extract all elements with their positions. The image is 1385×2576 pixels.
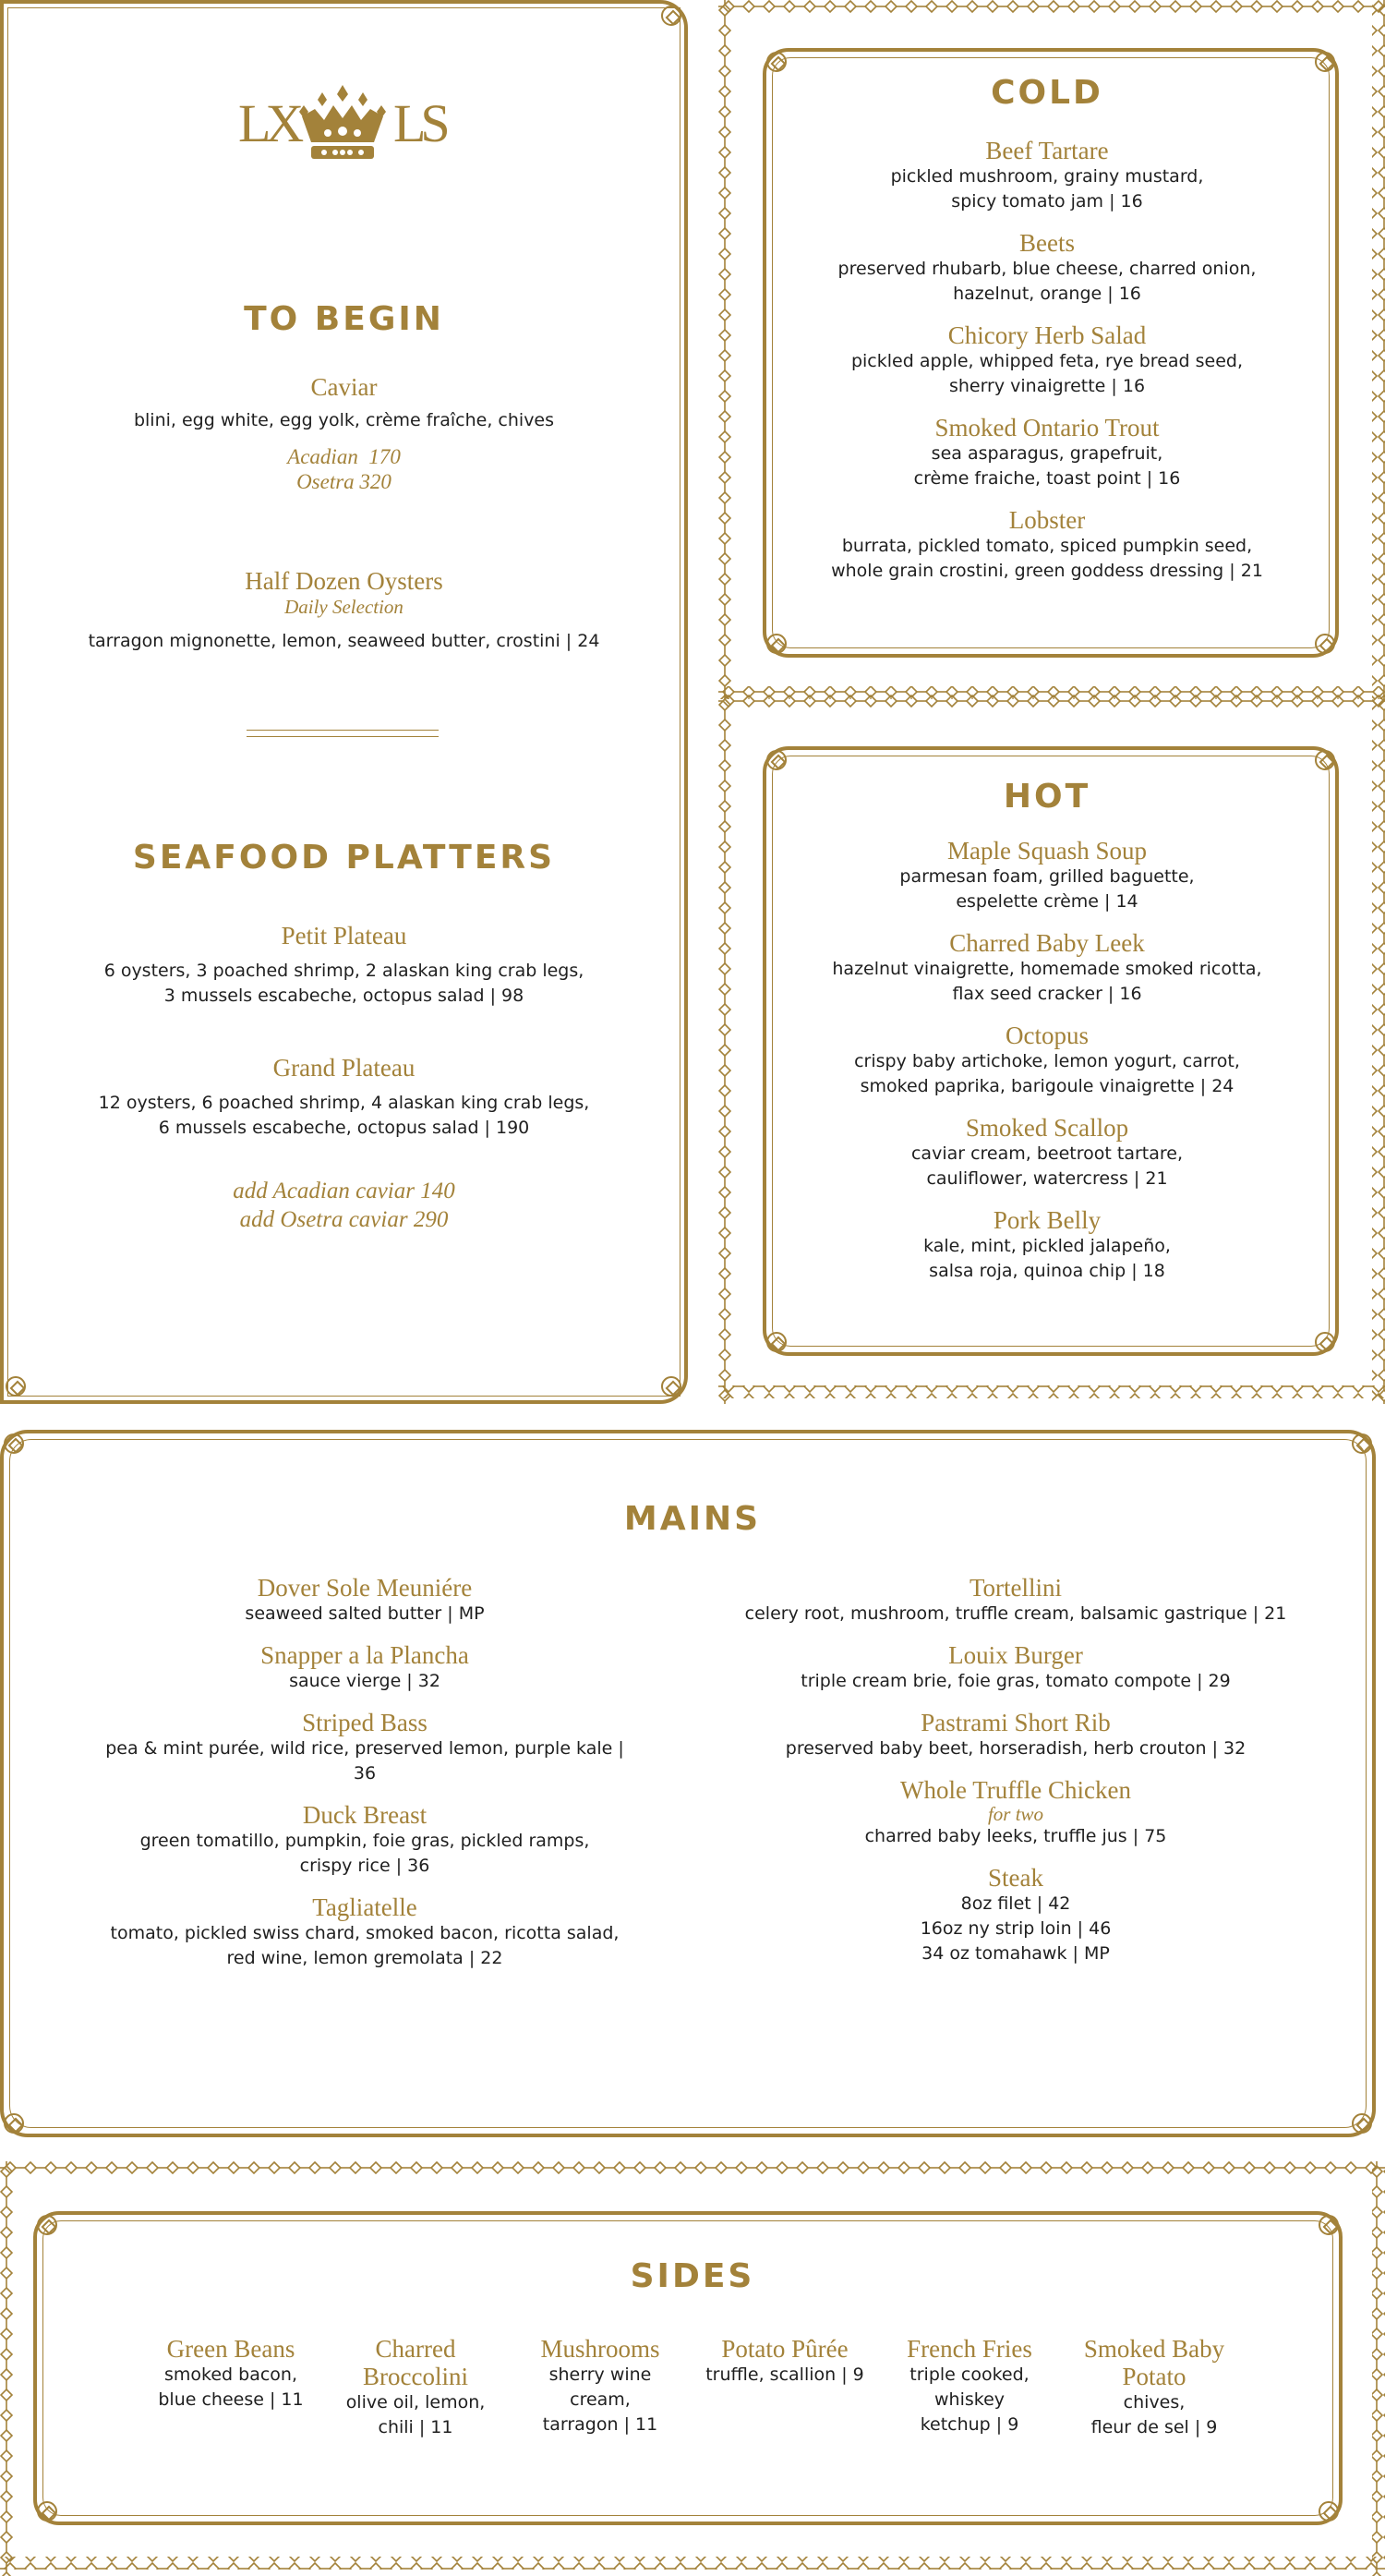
corner-ornament-icon [1315, 52, 1335, 72]
menu-item [74, 1709, 656, 1786]
corner-ornament-icon [4, 1433, 24, 1454]
dish-subtitle: for two [987, 1803, 1044, 1825]
dish-description: red wine, lemon gremolata | 22 [226, 1948, 503, 1968]
menu-item [702, 1641, 1330, 1694]
dish-name: Tortellini [969, 1574, 1063, 1602]
dish-description: crispy rice | 36 [299, 1856, 430, 1876]
dish-name: Snapper a la Plancha [260, 1641, 469, 1669]
corner-ornament-icon [4, 2113, 24, 2134]
dish-name: Beets [1019, 229, 1075, 257]
dish-name: Duck Breast [302, 1801, 428, 1829]
dish-name: Charred Broccolini [363, 2335, 468, 2390]
dish-name: Octopus [1006, 1022, 1089, 1049]
section-heading-mains: MAINS [623, 1500, 762, 1538]
section-heading-hot: HOT [1003, 778, 1091, 816]
dish-description: chives, [1123, 2392, 1186, 2413]
dish-description: tomato, pickled swiss chard, smoked bacon, ricotta salad, [110, 1923, 620, 1943]
sides-row [138, 2335, 1246, 2440]
corner-ornament-icon [766, 634, 787, 654]
dish-description: seaweed salted butter | MP [245, 1603, 485, 1624]
menu-item-grand-plateau [0, 1054, 688, 1141]
hot-panel [718, 695, 1385, 1404]
dish-description: truffle, scallion | 9 [705, 2364, 864, 2385]
cold-items [755, 137, 1339, 584]
dish-name: Grand Plateau [272, 1054, 416, 1082]
corner-ornament-icon [37, 2215, 57, 2235]
side-item [138, 2335, 323, 2440]
dish-name: Tagliatelle [312, 1893, 417, 1921]
dish-description: 12 oysters, 6 poached shrimp, 4 alaskan king crab legs, [98, 1093, 590, 1113]
dish-description: charred baby leeks, truffle jus | 75 [864, 1826, 1167, 1846]
menu-item [74, 1574, 656, 1627]
dish-name: Dover Sole Meuniére [257, 1574, 473, 1602]
dish-description: sea asparagus, grapefruit, [931, 443, 1163, 464]
dish-description: spicy tomato jam | 16 [951, 191, 1143, 212]
dish-description: hazelnut, orange | 16 [953, 284, 1141, 304]
dish-description: blue cheese | 11 [158, 2389, 304, 2410]
side-item [692, 2335, 877, 2440]
menu-item [702, 1709, 1330, 1761]
dish-name: Smoked Ontario Trout [934, 414, 1160, 441]
dish-description: caviar cream, beetroot tartare, [910, 1143, 1183, 1164]
dish-name: Smoked Scallop [965, 1114, 1129, 1142]
dish-description: cauliflower, watercress | 21 [926, 1168, 1168, 1189]
corner-ornament-icon [37, 2501, 57, 2522]
dish-subtitle: Daily Selection [284, 596, 403, 618]
dish-description: smoked bacon, [163, 2364, 297, 2385]
corner-ornament-icon [1315, 634, 1335, 654]
divider [247, 730, 439, 737]
section-heading-cold: COLD [991, 74, 1103, 112]
corner-ornament-icon [766, 750, 787, 770]
dish-description: tarragon | 11 [542, 2414, 658, 2435]
menu-item [755, 229, 1339, 307]
dish-name: Louix Burger [948, 1641, 1083, 1669]
corner-ornament-icon [661, 1376, 681, 1397]
corner-ornament-icon [1352, 1433, 1372, 1454]
dish-description: cream, [570, 2389, 631, 2410]
dish-description: espelette crème | 14 [956, 891, 1138, 912]
dish-description: sherry wine [548, 2364, 652, 2385]
dish-name: French Fries [907, 2335, 1032, 2363]
dish-description: burrata, pickled tomato, spiced pumpkin seed, [841, 536, 1253, 556]
cold-panel [718, 0, 1385, 699]
menu-item [755, 1206, 1339, 1284]
hot-items [755, 837, 1339, 1284]
menu-item [755, 837, 1339, 914]
dish-description: kale, mint, pickled jalapeño, [923, 1236, 1171, 1256]
dish-name: Maple Squash Soup [947, 837, 1147, 865]
dish-name: Charred Baby Leek [949, 929, 1145, 957]
dish-description: pea & mint purée, wild rice, preserved lemon, purple kale | [105, 1738, 624, 1759]
dish-name: Caviar [310, 373, 378, 401]
dish-description: crispy baby artichoke, lemon yogurt, carrot, [854, 1051, 1240, 1071]
dish-description: ketchup | 9 [920, 2414, 1019, 2435]
dish-description: triple cream brie, foie gras, tomato compote | 29 [801, 1671, 1231, 1691]
menu-item [702, 1864, 1330, 1966]
menu-item [755, 506, 1339, 584]
side-item [508, 2335, 692, 2440]
dish-description: 16oz ny strip loin | 46 [920, 1918, 1112, 1939]
dish-name: Potato Pûrée [721, 2335, 849, 2363]
dish-description: pickled mushroom, grainy mustard, [890, 166, 1204, 187]
side-item [877, 2335, 1062, 2440]
section-heading-seafood-platters: SEAFOOD PLATTERS [132, 839, 556, 877]
dish-description: 34 oz tomahawk | MP [921, 1943, 1110, 1964]
addon-line: add Acadian caviar 140 [233, 1179, 455, 1203]
corner-ornament-icon [1352, 2113, 1372, 2134]
corner-ornament-icon [1319, 2215, 1339, 2235]
dish-description: fleur de sel | 9 [1090, 2417, 1218, 2437]
menu-item [755, 137, 1339, 214]
dish-name: Green Beans [166, 2335, 295, 2363]
logo-right-letters: LS [393, 93, 445, 153]
dish-description: whiskey [933, 2389, 1006, 2410]
dish-description: celery root, mushroom, truffle cream, balsamic gastrique | 21 [744, 1603, 1287, 1624]
dish-name: Smoked Baby Potato [1083, 2335, 1225, 2390]
menu-item-caviar [0, 373, 688, 494]
menu-item-oysters [0, 567, 688, 654]
side-item [323, 2335, 508, 2440]
menu-item [74, 1801, 656, 1879]
dish-name: Whole Truffle Chicken [900, 1776, 1131, 1804]
dish-description: flax seed cracker | 16 [952, 984, 1142, 1004]
menu-item [755, 414, 1339, 491]
dish-description: whole grain crostini, green goddess dressing | 21 [831, 561, 1263, 581]
dish-description: green tomatillo, pumpkin, foie gras, pickled ramps, [139, 1831, 590, 1851]
corner-ornament-icon [1315, 750, 1335, 770]
dish-name: Steak [988, 1864, 1043, 1892]
menu-item [755, 1022, 1339, 1099]
section-heading-sides: SIDES [630, 2257, 755, 2295]
dish-description: 3 mussels escabeche, octopus salad | 98 [163, 986, 524, 1006]
dish-description: salsa roja, quinoa chip | 18 [929, 1261, 1165, 1281]
corner-ornament-icon [1319, 2501, 1339, 2522]
corner-ornament-icon [6, 1376, 26, 1397]
dish-name: Lobster [1008, 506, 1086, 534]
dish-description: 8oz filet | 42 [960, 1893, 1071, 1914]
dish-description: hazelnut vinaigrette, homemade smoked ricotta, [832, 959, 1262, 979]
dish-description: sauce vierge | 32 [289, 1671, 440, 1691]
caviar-option: Osetra 320 [296, 470, 391, 493]
menu-item [702, 1574, 1330, 1627]
dish-description: tarragon mignonette, lemon, seaweed butter, crostini | 24 [88, 631, 600, 651]
sides-panel [0, 2161, 1385, 2576]
logo-left-letters: LX [238, 93, 299, 153]
caviar-option: Acadian 170 [287, 445, 401, 468]
addon-line: add Osetra caviar 290 [239, 1207, 449, 1232]
dish-description: sherry vinaigrette | 16 [948, 376, 1146, 396]
mains-panel [0, 1430, 1385, 2137]
to-begin-panel [0, 0, 688, 1404]
menu-item [74, 1641, 656, 1694]
dish-name: Pastrami Short Rib [921, 1709, 1111, 1736]
menu-item [755, 929, 1339, 1007]
dish-name: Petit Plateau [281, 922, 407, 949]
menu-item [755, 1114, 1339, 1191]
dish-name: Half Dozen Oysters [245, 567, 443, 595]
mains-left-column [74, 1574, 656, 1971]
menu-item [702, 1776, 1330, 1849]
mains-right-column [702, 1574, 1330, 1966]
dish-description: crème fraiche, toast point | 16 [913, 468, 1181, 489]
dish-name: Mushrooms [540, 2335, 660, 2363]
dish-description: 6 oysters, 3 poached shrimp, 2 alaskan king crab legs, [103, 961, 584, 981]
dish-description: pickled apple, whipped feta, rye bread seed, [850, 351, 1244, 371]
dish-description: triple cooked, [909, 2364, 1030, 2385]
dish-description: chili | 11 [378, 2417, 453, 2437]
corner-ornament-icon [766, 52, 787, 72]
corner-ornament-icon [766, 1332, 787, 1352]
dish-name: Striped Bass [302, 1709, 428, 1736]
dish-description: parmesan foam, grilled baguette, [899, 866, 1195, 887]
side-item [1062, 2335, 1246, 2440]
menu-item-petit-plateau [0, 922, 688, 1009]
dish-description: olive oil, lemon, [345, 2392, 486, 2413]
dish-description: 6 mussels escabeche, octopus salad | 190 [158, 1118, 530, 1138]
corner-ornament-icon [1315, 1332, 1335, 1352]
crown-icon [296, 81, 389, 164]
section-heading-to-begin: TO BEGIN [244, 300, 444, 338]
corner-ornament-icon [661, 6, 681, 26]
caviar-addons [0, 1177, 688, 1234]
dish-description: smoked paprika, barigoule vinaigrette | 24 [860, 1076, 1234, 1096]
dish-name: Chicory Herb Salad [947, 321, 1147, 349]
menu-item [74, 1893, 656, 1971]
dish-description: preserved rhubarb, blue cheese, charred onion, [837, 259, 1257, 279]
logo [238, 81, 447, 183]
dish-description: blini, egg white, egg yolk, crème fraîche, chives [133, 410, 555, 430]
dish-name: Pork Belly [993, 1206, 1102, 1234]
dish-description: preserved baby beet, horseradish, herb crouton | 32 [785, 1738, 1246, 1759]
dish-name: Beef Tartare [985, 137, 1109, 164]
menu-item [755, 321, 1339, 399]
dish-description: 36 [353, 1763, 377, 1784]
